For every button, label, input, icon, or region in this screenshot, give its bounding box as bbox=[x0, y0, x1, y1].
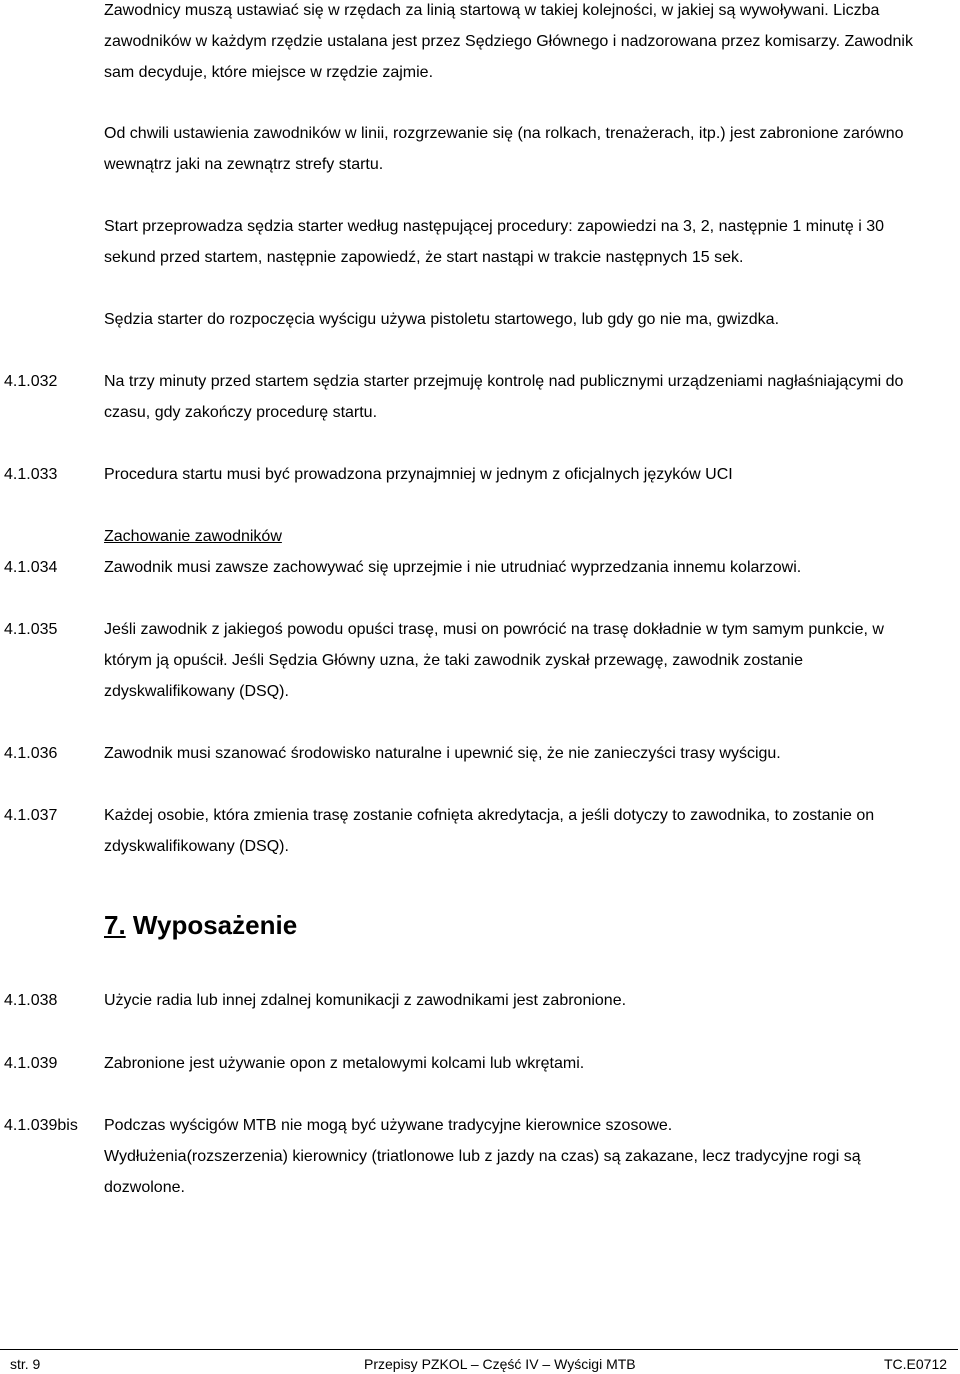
rule-number: 4.1.038 bbox=[4, 992, 58, 1009]
rule-text: Na trzy minuty przed startem sędzia starter przejmuję kontrolę nad publicznymi urządzeniami nagłaśniającymi do czasu, gdy zakończy procedurę startu. bbox=[104, 373, 904, 421]
rule-text-line-2: Wydłużenia(rozszerzenia) kierownicy (triatlonowe lub z jazdy na czas) są zakazane, lecz tradycyjne rogi są dozwolone. bbox=[104, 1148, 861, 1196]
rule-text: Użycie radia lub innej zdalnej komunikacji z zawodnikami jest zabronione. bbox=[104, 992, 627, 1009]
rule-text: Zabronione jest używanie opon z metalowymi kolcami lub wkrętami. bbox=[104, 1055, 585, 1072]
rule-text-line-1: Podczas wyścigów MTB nie mogą być używane tradycyjne kierownice szosowe. bbox=[104, 1117, 673, 1134]
rule-text: Procedura startu musi być prowadzona przynajmniej w jednym z oficjalnych języków UCI bbox=[104, 466, 733, 483]
rule-number: 4.1.034 bbox=[4, 559, 58, 576]
intro-paragraph-4: Sędzia starter do rozpoczęcia wyścigu używa pistoletu startowego, lub gdy go nie ma, gwizdka. bbox=[104, 311, 780, 328]
footer-page-number: str. 9 bbox=[10, 1356, 41, 1372]
rule-number: 4.1.035 bbox=[4, 621, 58, 638]
rule-number: 4.1.036 bbox=[4, 745, 58, 762]
rule-text: Jeśli zawodnik z jakiegoś powodu opuści trasę, musi on powrócić na trasę dokładnie w tym samym punkcie, w którym ją opuścił. Jeśli Sędzia Główny uzna, że taki zawodnik zyskał przewagę, zawodnik zostanie zdyskwalifikowany (DSQ). bbox=[104, 621, 884, 700]
rule-text bbox=[104, 1110, 934, 1203]
rule-number: 4.1.037 bbox=[4, 807, 58, 824]
footer-code: TC.E0712 bbox=[884, 1356, 948, 1372]
intro-paragraph-1: Zawodnicy muszą ustawiać się w rzędach za linią startową w takiej kolejności, w jakiej są wywoływani. Liczba zawodników w każdym rzędzie ustalana jest przez Sędziego Głównego i nadzorowana przez komisarzy. Zawodnik sam decyduje, które miejsce w rzędzie zajmie. bbox=[104, 2, 913, 81]
rule-number: 4.1.039bis bbox=[4, 1117, 78, 1134]
section-subheading: Zachowanie zawodników bbox=[104, 528, 282, 545]
intro-paragraph-2: Od chwili ustawienia zawodników w linii, rozgrzewanie się (na rolkach, trenażerach, itp.) jest zabronione zarówno wewnątrz jaki na zewnątrz strefy startu. bbox=[104, 125, 904, 173]
rule-text: Zawodnik musi zawsze zachowywać się uprzejmie i nie utrudniać wyprzedzania innemu kolarzowi. bbox=[104, 559, 802, 576]
footer-document-title: Przepisy PZKOL – Część IV – Wyścigi MTB bbox=[364, 1356, 636, 1372]
chapter-title: Wyposażenie bbox=[132, 910, 298, 940]
rule-text: Każdej osobie, która zmienia trasę zostanie cofnięta akredytacja, a jeśli dotyczy to zawodnika, to zostanie on zdyskwalifikowany (DSQ). bbox=[104, 807, 875, 855]
chapter-heading bbox=[104, 908, 297, 942]
footer-divider bbox=[0, 1349, 958, 1350]
rule-number: 4.1.039 bbox=[4, 1055, 58, 1072]
rule-text: Zawodnik musi szanować środowisko naturalne i upewnić się, że nie zanieczyści trasy wyścigu. bbox=[104, 745, 781, 762]
rule-number: 4.1.032 bbox=[4, 373, 58, 390]
chapter-number: 7. bbox=[104, 910, 126, 940]
rule-number: 4.1.033 bbox=[4, 466, 58, 483]
intro-paragraph-3: Start przeprowadza sędzia starter według następującej procedury: zapowiedzi na 3, 2, następnie 1 minutę i 30 sekund przed startem, następnie zapowiedź, że start nastąpi w trakcie następnych 15 sek. bbox=[104, 218, 885, 266]
